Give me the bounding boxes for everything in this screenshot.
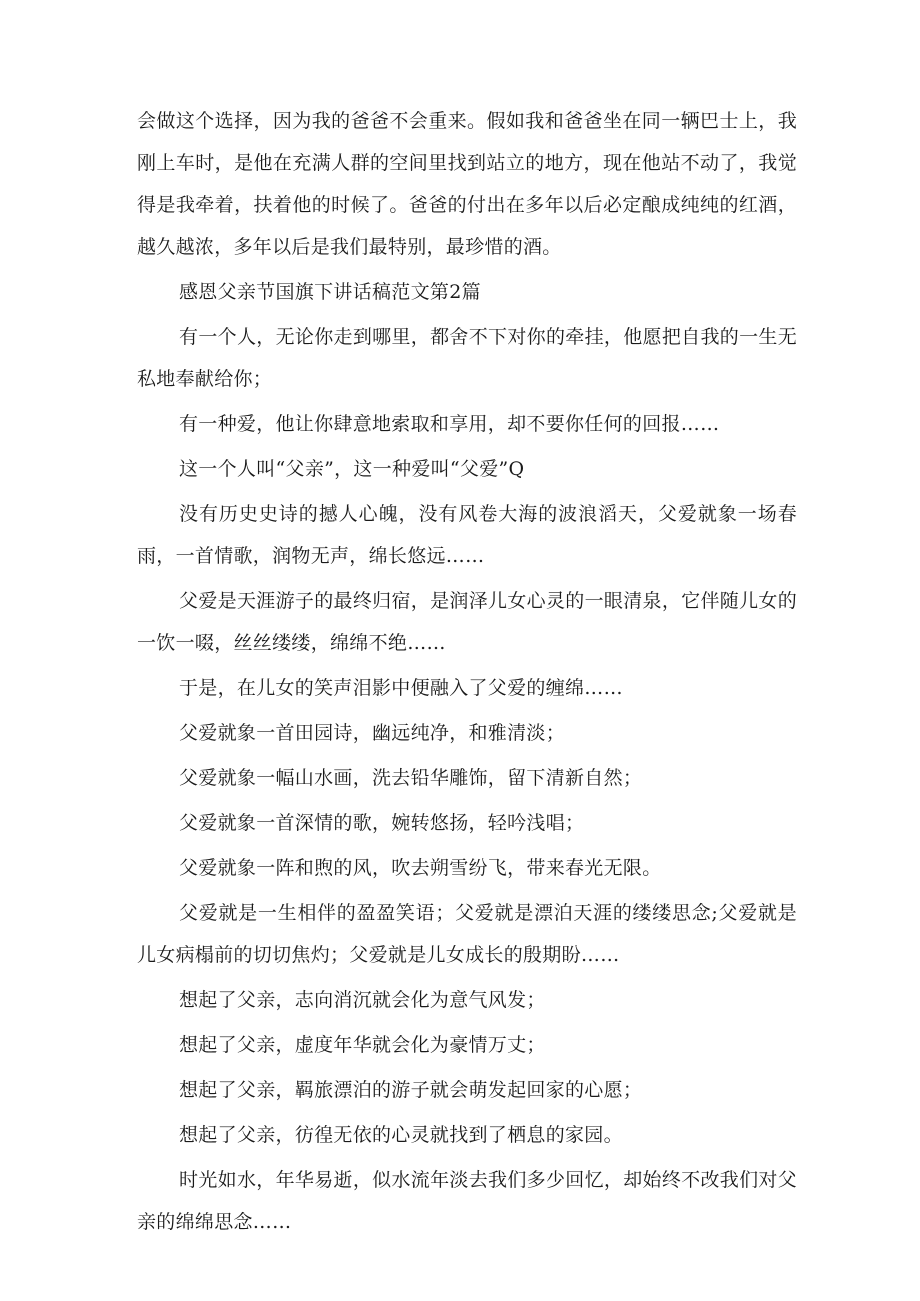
paragraph: 这一个人叫“父亲”，这一种爱叫“父爱”Q [179, 458, 525, 480]
paragraph-continued: 会做这个选择，因为我的爸爸不会重来。假如我和爸爸坐在同一辆巴士上，我刚上车时，是他在充满人群的空间里找到站立的地方，现在他站不动了，我觉得是我牵着，扶着他的时候了。爸爸的付出在多年以后必定酿成纯纯的红酒，越久越浓，多年以后是我们最特别，最珍惜的酒。 [137, 110, 797, 258]
paragraph: 想起了父亲，志向消沉就会化为意气风发； [179, 989, 546, 1011]
paragraph: 想起了父亲，羁旅漂泊的游子就会萌发起回家的心愿； [179, 1079, 643, 1101]
document-page [137, 100, 797, 1243]
paragraph: 想起了父亲，虚度年华就会化为豪情万丈； [179, 1034, 546, 1056]
paragraph: 想起了父亲，彷徨无依的心灵就找到了栖息的家园。 [179, 1124, 623, 1146]
paragraph: 没有历史史诗的撼人心魄，没有风卷大海的波浪滔天，父爱就象一场春雨，一首情歌，润物无声，绵长悠远…… [137, 503, 797, 567]
paragraph: 父爱就象一阵和煦的风，吹去朔雪纷飞，带来春光无限。 [179, 857, 662, 879]
paragraph: 有一种爱，他让你肆意地索取和享用，却不要你任何的回报…… [179, 413, 720, 435]
section-heading: 感恩父亲节国旗下讲话稿范文第2篇 [179, 281, 481, 303]
paragraph: 父爱就象一首深情的歌，婉转悠扬，轻吟浅唱； [179, 812, 585, 834]
paragraph: 父爱是天涯游子的最终归宿，是润泽儿女心灵的一眼清泉，它伴随儿女的一饮一啜，丝丝缕缕，绵绵不绝…… [137, 590, 797, 654]
paragraph: 于是，在儿女的笑声泪影中便融入了父爱的缠绵…… [179, 677, 623, 699]
paragraph: 有一个人，无论你走到哪里，都舍不下对你的牵挂，他愿把自我的一生无私地奉献给你； [137, 326, 797, 390]
paragraph: 父爱就象一首田园诗，幽远纯净，和雅清淡； [179, 722, 566, 744]
paragraph: 父爱就象一幅山水画，洗去铅华雕饰，留下清新自然； [179, 767, 643, 789]
paragraph: 父爱就是一生相伴的盈盈笑语；父爱就是漂泊天涯的缕缕思念;父爱就是儿女病榻前的切切焦灼；父爱就是儿女成长的殷期盼…… [137, 902, 797, 966]
paragraph: 时光如水，年华易逝，似水流年淡去我们多少回忆，却始终不改我们对父亲的绵绵思念…… [137, 1169, 797, 1233]
